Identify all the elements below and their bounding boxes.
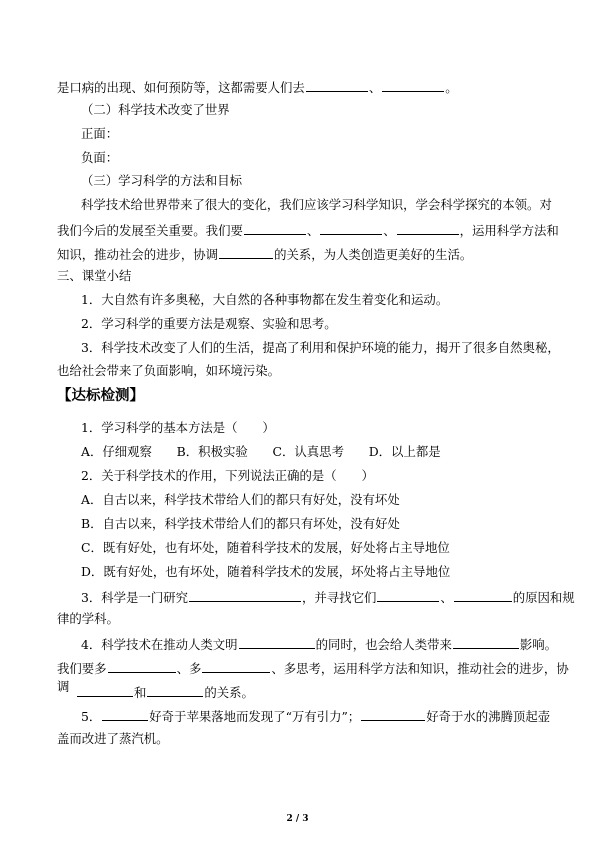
- summary-item: 2．学习科学的重要方法是观察、实验和思考。: [81, 316, 337, 331]
- answer-blank: [239, 635, 315, 649]
- page-number: 2 / 3: [286, 814, 309, 824]
- answer-blank: [361, 707, 425, 721]
- summary-item: 3．科学技术改变了人们的生活，提高了利用和保护环境的能力，揭开了很多自然奥秘，: [81, 340, 560, 355]
- section-heading: 三、课堂小结: [57, 268, 132, 283]
- question-option: B．自古以来，科学技术带给人们的都只有坏处，没有好处: [81, 516, 400, 531]
- text-line: 盖而改进了蒸汽机。: [57, 731, 169, 746]
- text-line: 正面：: [81, 126, 119, 141]
- text-line: 和 的关系。: [76, 683, 254, 701]
- answer-blank: [219, 245, 273, 259]
- question: 5． 好奇于苹果落地而发现了“万有引力”； 好奇于水的沸腾顶起壶: [81, 709, 551, 724]
- summary-item: 1．大自然有许多奥秘，大自然的各种事物都在发生着变化和运动。: [81, 292, 449, 307]
- answer-blank: [102, 707, 148, 721]
- text-line: 负面：: [81, 150, 119, 165]
- answer-blank: [453, 635, 519, 649]
- text-line: 律的学科。: [57, 611, 119, 626]
- section-title: 【达标检测】: [57, 387, 144, 404]
- section-subheading: （三）学习科学的方法和目标: [81, 173, 243, 188]
- question: 1．学习科学的基本方法是（ ）: [81, 420, 275, 435]
- answer-blank: [108, 659, 176, 673]
- answer-blank: [77, 683, 133, 697]
- text-line: 我们要多 、多 、多思考，运用科学方法和知识，推动社会的进步，协: [57, 661, 569, 676]
- answer-blank: [147, 683, 203, 697]
- answer-blank: [454, 588, 512, 602]
- question-options: A．仔细观察 B．积极实验 C．认真思考 D．以上都是: [81, 444, 441, 459]
- text-line: 我们今后的发展至关重要。我们要 、 、 ，运用科学方法和: [57, 223, 559, 238]
- section-subheading: （二）科学技术改变了世界: [81, 102, 230, 117]
- question: 4．科学技术在推动人类文明 的同时，也会给人类带来 影响。: [81, 637, 558, 652]
- answer-blank: [320, 221, 382, 235]
- question: 3．科学是一门研究 ，并寻找它们 、 的原因和规: [81, 590, 575, 605]
- text-line: 知识，推动社会的进步，协调 的关系，为人类创造更美好的生活。: [57, 247, 473, 262]
- answer-blank: [306, 78, 368, 92]
- text-line: 也给社会带来了负面影响，如环境污染。: [57, 363, 281, 378]
- answer-blank: [377, 588, 439, 602]
- question-option: C．既有好处，也有坏处，随着科学技术的发展，好处将占主导地位: [81, 540, 450, 555]
- text-line: 调: [57, 679, 70, 694]
- answer-blank: [397, 221, 459, 235]
- question-option: A．自古以来，科学技术带给人们的都只有好处，没有坏处: [81, 492, 400, 507]
- question-option: D．既有好处，也有坏处，随着科学技术的发展，坏处将占主导地位: [81, 564, 451, 579]
- answer-blank: [202, 659, 270, 673]
- question: 2．关于科学技术的作用，下列说法正确的是（ ）: [81, 468, 374, 483]
- answer-blank: [382, 78, 444, 92]
- text-line: 科学技术给世界带来了很大的变化，我们应该学习科学知识，学会科学探究的本领。对: [81, 197, 552, 212]
- answer-blank: [244, 221, 306, 235]
- answer-blank: [189, 588, 301, 602]
- text-line: 是口病的出现、如何预防等，这都需要人们去 、 。: [57, 80, 458, 95]
